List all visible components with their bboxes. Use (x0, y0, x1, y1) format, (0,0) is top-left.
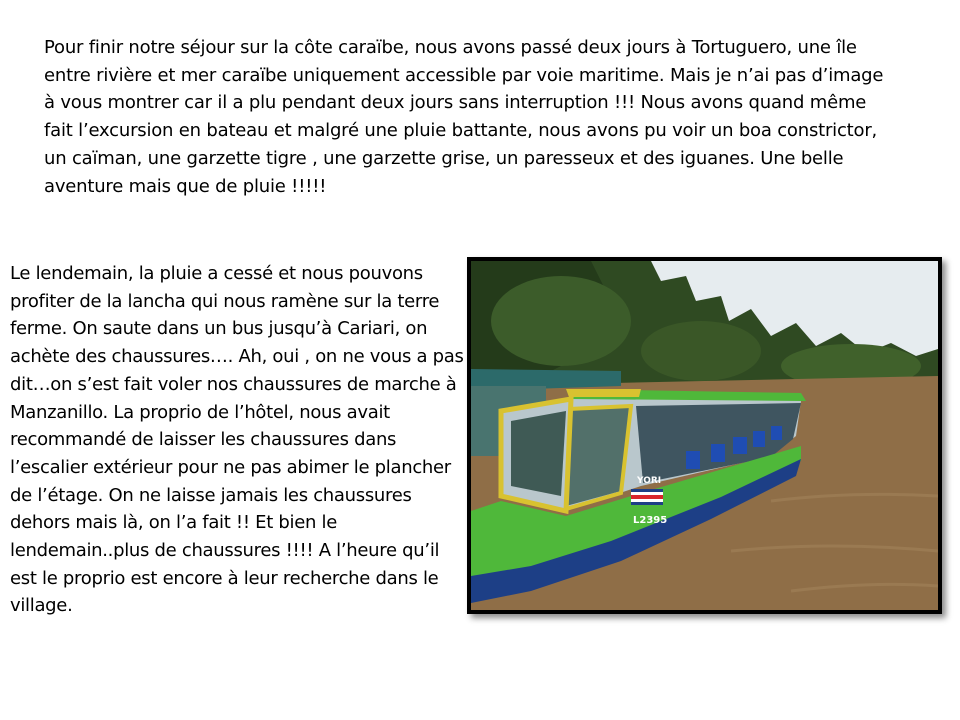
boat-name-label: YORI (637, 476, 662, 486)
boat-number-label: L2395 (633, 515, 668, 526)
boat-photo (467, 257, 942, 614)
paragraph-top: Pour finir notre séjour sur la côte caraïbe, nous avons passé deux jours à Tortuguero, une île entre rivière et mer caraïbe uniquement accessible par voie maritime. Mais je n’ai pas d’image à vous montrer car il a plu pendant deux jours sans interruption !!! Nous avons quand même fait l’excursion en bateau et malgré une pluie battante, nous avons pu voir un boa constrictor, un caïman, une garzette tigre , une garzette grise, un paresseux et des iguanes. Une belle aventure mais que de pluie !!!!! (44, 37, 884, 197)
boat-photo-illustration (471, 261, 938, 610)
paragraph-left: Le lendemain, la pluie a cessé et nous pouvons profiter de la lancha qui nous ramène sur la terre ferme. On saute dans un bus jusqu’à Cariari, on achète des chaussures…. Ah, oui , on ne vous a pas dit…on s’est fait voler nos chaussures de marche à Manzanillo. La proprio de l’hôtel, nous avait recommandé de laisser les chaussures dans l’escalier extérieur pour ne pas abimer le plancher de l’étage. On ne laisse jamais les chaussures dehors mais là, on l’a fait !! Et bien le lendemain..plus de chaussures !!!! A l’heure qu’il est le proprio est encore à leur recherche dans le village. (10, 263, 464, 617)
